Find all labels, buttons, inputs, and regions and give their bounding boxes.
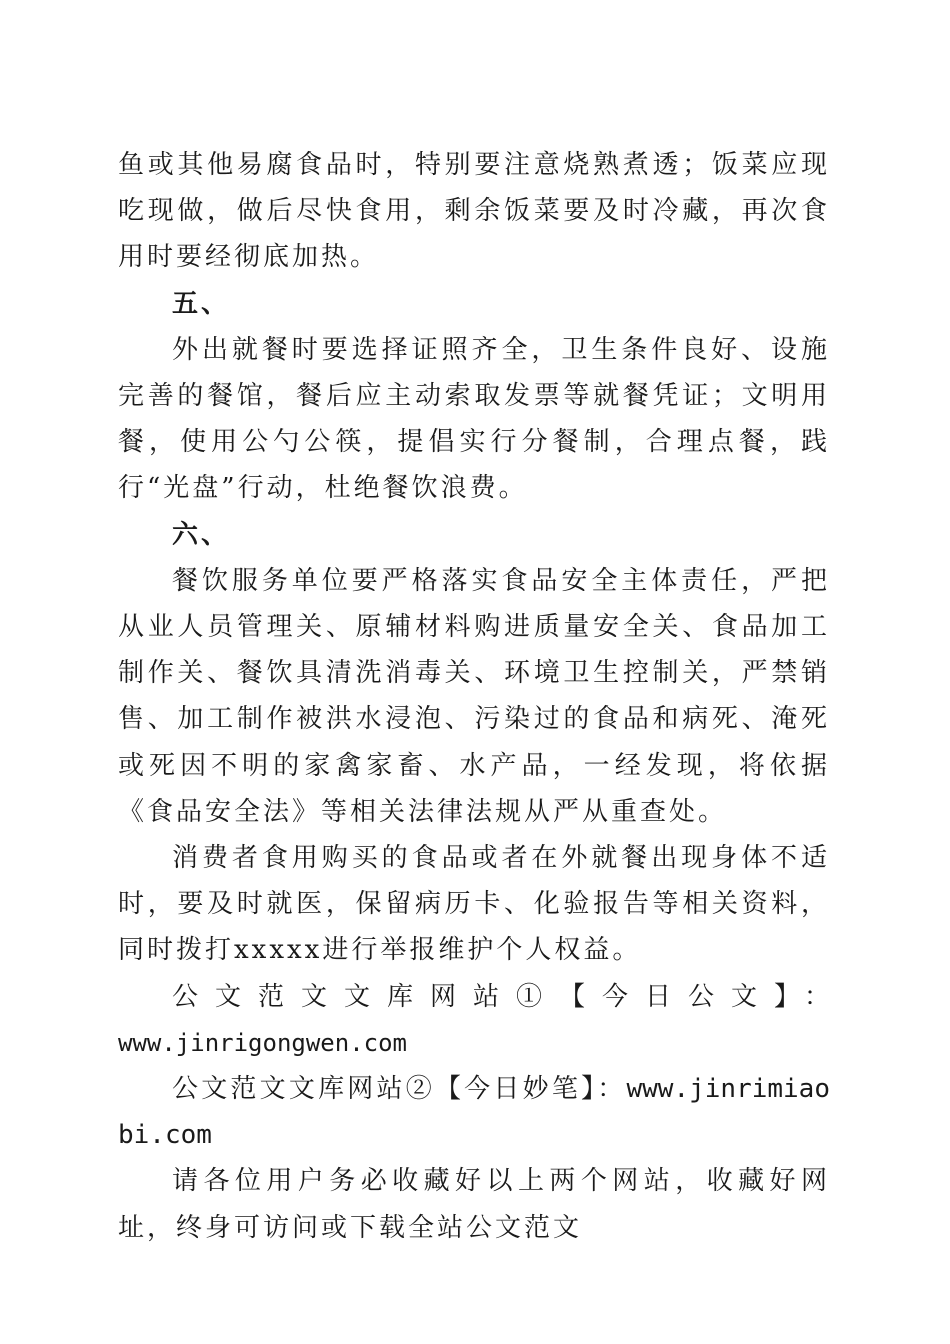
section-heading-six: 六、: [172, 519, 231, 550]
site-two-url: www.jinrimiaobi.com: [118, 1074, 830, 1151]
site-two-line: [118, 1066, 830, 1158]
section-heading-five: 五、: [172, 288, 231, 319]
site-two-label: 公文范文文库网站②【今日妙笔】：: [172, 1074, 627, 1105]
paragraph-dining-out: 外出就餐时要选择证照齐全，卫生条件良好、设施完善的餐馆，餐后应主动索取发票等就餐凭证；文明用餐，使用公勺公筷，提倡实行分餐制，合理点餐，践行“光盘”行动，杜绝餐饮浪费。: [118, 334, 830, 504]
paragraph-bookmark-notice: 请各位用户务必收藏好以上两个网站，收藏好网址，终身可访问或下载全站公文范文: [118, 1166, 830, 1243]
paragraph-catering-responsibility: 餐饮服务单位要严格落实食品安全主体责任，严把从业人员管理关、原辅材料购进质量安全关、食品加工制作关、餐饮具清洗消毒关、环境卫生控制关，严禁销售、加工制作被洪水浸泡、污染过的食品和病死、淹死或死因不明的家禽家畜、水产品，一经发现，将依据《食品安全法》等相关法律法规从严从重查处。: [118, 565, 830, 827]
paragraph-consumer-rights: 消费者食用购买的食品或者在外就餐出现身体不适时，要及时就医，保留病历卡、化验报告等相关资料，同时拨打xxxxx进行举报维护个人权益。: [118, 843, 830, 966]
site-one-label: 公文范文文库网站①【今日公文】：: [172, 981, 830, 1012]
document-body: [118, 142, 830, 1251]
paragraph-food-handling: 鱼或其他易腐食品时，特别要注意烧熟煮透；饭菜应现吃现做，做后尽快食用，剩余饭菜要及时冷藏，再次食用时要经彻底加热。: [118, 150, 830, 273]
site-one-url: www.jinrigongwen.com: [118, 1028, 407, 1057]
